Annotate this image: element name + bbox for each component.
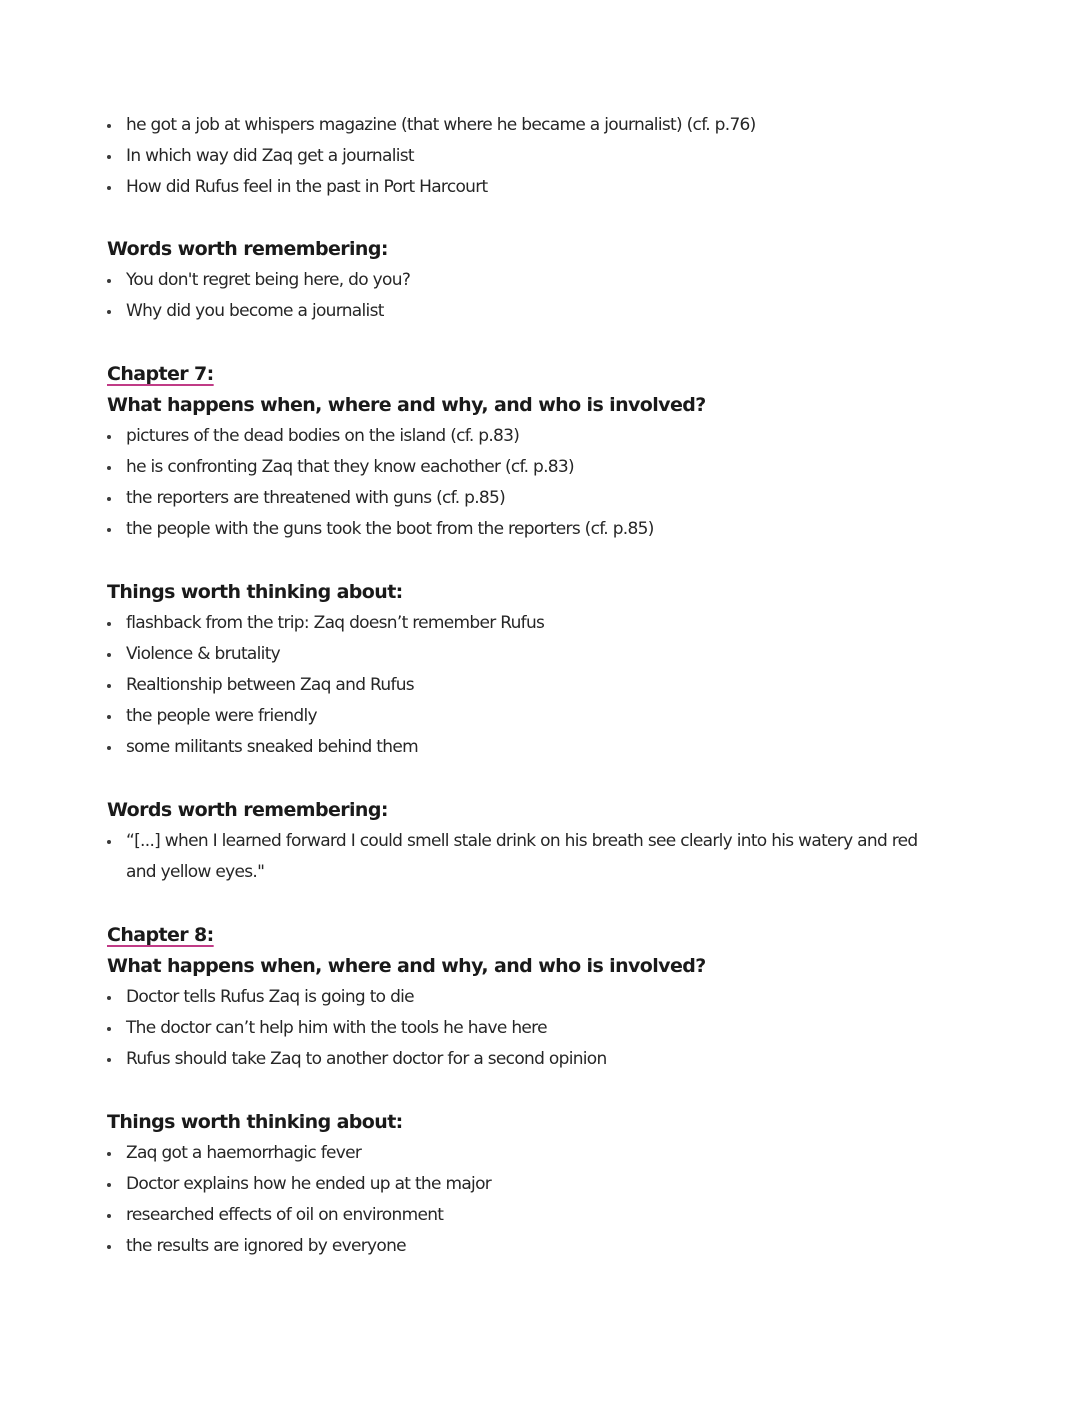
section-heading: What happens when, where and why, and who is involved? [107, 955, 706, 977]
chapter-heading-row [107, 359, 1007, 390]
section-intro-bullets [107, 110, 1007, 203]
section-things-thinking-2 [107, 1107, 1007, 1262]
list-item: Why did you become a journalist [107, 296, 1007, 327]
section-chapter-8 [107, 920, 1007, 1075]
list-item: the reporters are threatened with guns (cf. p.85) [107, 483, 1007, 514]
bullet-list [107, 608, 1007, 763]
list-item: the people with the guns took the boot from the reporters (cf. p.85) [107, 514, 1007, 545]
bullet-list [107, 421, 1007, 545]
list-item: flashback from the trip: Zaq doesn’t remember Rufus [107, 608, 1007, 639]
list-item: pictures of the dead bodies on the island (cf. p.83) [107, 421, 1007, 452]
list-item: he is confronting Zaq that they know eachother (cf. p.83) [107, 452, 1007, 483]
list-item: the people were friendly [107, 701, 1007, 732]
chapter-title: Chapter 7: [107, 363, 214, 385]
section-things-thinking-1 [107, 577, 1007, 763]
section-heading: Words worth remembering: [107, 799, 388, 821]
quote-item: “[...] when I learned forward I could smell stale drink on his breath see clearly into his watery and red and yellow eyes." [107, 826, 946, 888]
section-words-remembering-1 [107, 234, 1007, 327]
list-item: researched effects of oil on environment [107, 1200, 1007, 1231]
list-item: the results are ignored by everyone [107, 1231, 1007, 1262]
chapter-heading-row [107, 920, 1007, 951]
section-words-remembering-2 [107, 795, 1007, 888]
list-item: You don't regret being here, do you? [107, 265, 1007, 296]
bullet-list [107, 982, 1007, 1075]
chapter-title: Chapter 8: [107, 924, 214, 946]
section-chapter-7 [107, 359, 1007, 545]
bullet-list [107, 110, 1007, 203]
section-heading: Things worth thinking about: [107, 581, 403, 603]
list-item: How did Rufus feel in the past in Port Harcourt [107, 172, 1007, 203]
list-item: Zaq got a haemorrhagic fever [107, 1138, 1007, 1169]
list-item: In which way did Zaq get a journalist [107, 141, 1007, 172]
section-heading: What happens when, where and why, and who is involved? [107, 394, 706, 416]
section-heading: Things worth thinking about: [107, 1111, 403, 1133]
bullet-list [107, 265, 1007, 327]
bullet-list [107, 826, 1007, 888]
list-item: Realtionship between Zaq and Rufus [107, 670, 1007, 701]
list-item: The doctor can’t help him with the tools he have here [107, 1013, 1007, 1044]
list-item: he got a job at whispers magazine (that where he became a journalist) (cf. p.76) [107, 110, 1007, 141]
bullet-list [107, 1138, 1007, 1262]
list-item: Rufus should take Zaq to another doctor for a second opinion [107, 1044, 1007, 1075]
list-item: Violence & brutality [107, 639, 1007, 670]
list-item: some militants sneaked behind them [107, 732, 1007, 763]
list-item: Doctor explains how he ended up at the major [107, 1169, 1007, 1200]
section-heading: Words worth remembering: [107, 238, 388, 260]
list-item: Doctor tells Rufus Zaq is going to die [107, 982, 1007, 1013]
